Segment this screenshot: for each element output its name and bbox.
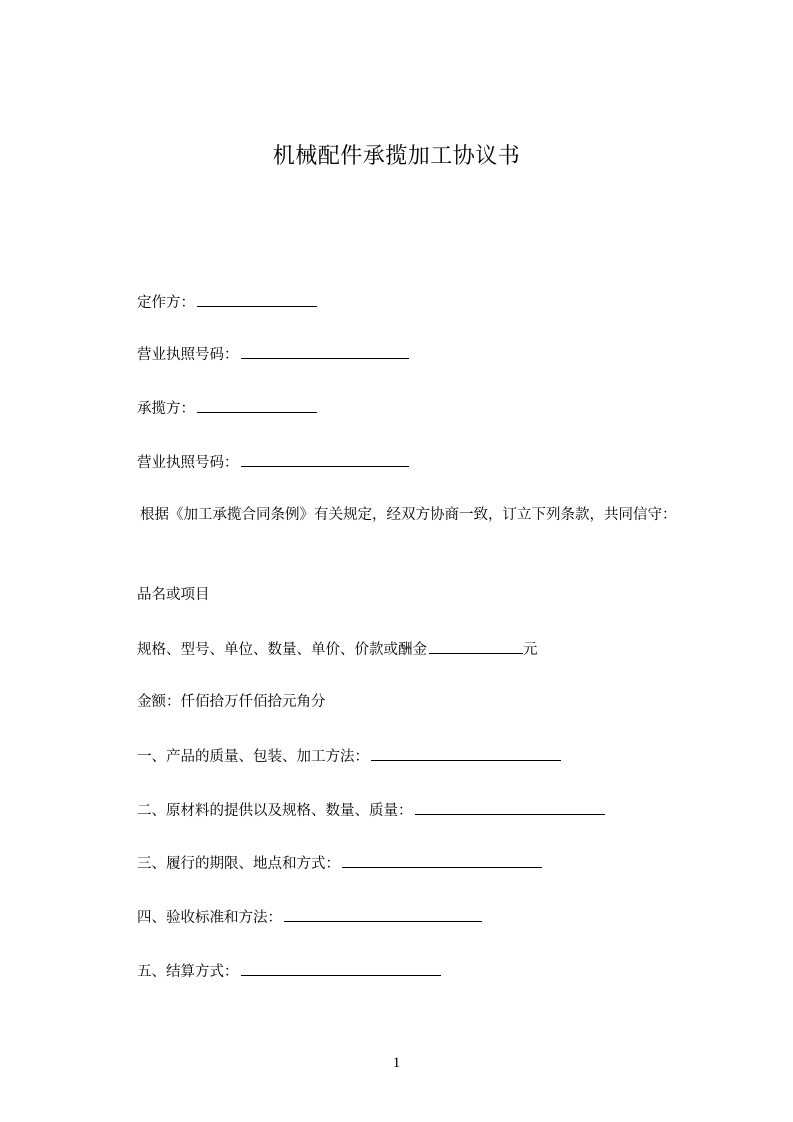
document-title: 机械配件承揽加工协议书: [272, 144, 521, 169]
field-license-number-1: [137, 344, 409, 365]
spec-line: [137, 639, 538, 660]
clause-text: 一、产品的质量、包装、加工方法：: [137, 749, 369, 765]
field-label: 定作方：: [137, 295, 195, 311]
fill-in-blank[interactable]: [342, 853, 542, 868]
field-commissioning-party: [137, 292, 317, 313]
preamble-text: 根据《加工承揽合同条例》有关规定，经双方协商一致，订立下列条款，共同信守：: [140, 507, 677, 523]
fill-in-blank[interactable]: [371, 746, 561, 761]
item-heading: 品名或项目: [137, 587, 210, 603]
clause-1: [137, 746, 561, 767]
preamble-paragraph: [116, 502, 716, 528]
field-license-number-2: [137, 452, 409, 473]
field-contractor-party: [137, 398, 317, 419]
amount-line: 金额：仟佰拾万仟佰拾元角分: [137, 694, 326, 710]
page-number: 1: [392, 1055, 401, 1071]
clause-5: [137, 961, 441, 982]
fill-in-blank[interactable]: [415, 800, 605, 815]
clause-4: [137, 907, 482, 928]
clause-text: 四、验收标准和方法：: [137, 910, 282, 926]
fill-in-blank[interactable]: [284, 907, 482, 922]
fill-in-blank[interactable]: [241, 452, 409, 467]
fill-in-blank[interactable]: [429, 639, 523, 654]
spec-suffix: 元: [523, 642, 538, 658]
spec-text: 规格、型号、单位、数量、单价、价款或酬金: [137, 642, 427, 658]
fill-in-blank[interactable]: [241, 961, 441, 976]
field-label: 营业执照号码：: [137, 455, 239, 471]
fill-in-blank[interactable]: [241, 344, 409, 359]
clause-2: [137, 800, 605, 821]
clause-text: 二、原材料的提供以及规格、数量、质量：: [137, 803, 413, 819]
clause-text: 三、履行的期限、地点和方式：: [137, 856, 340, 872]
field-label: 营业执照号码：: [137, 347, 239, 363]
clause-3: [137, 853, 542, 874]
fill-in-blank[interactable]: [197, 292, 317, 307]
field-label: 承揽方：: [137, 401, 195, 417]
clause-text: 五、结算方式：: [137, 964, 239, 980]
fill-in-blank[interactable]: [197, 398, 317, 413]
